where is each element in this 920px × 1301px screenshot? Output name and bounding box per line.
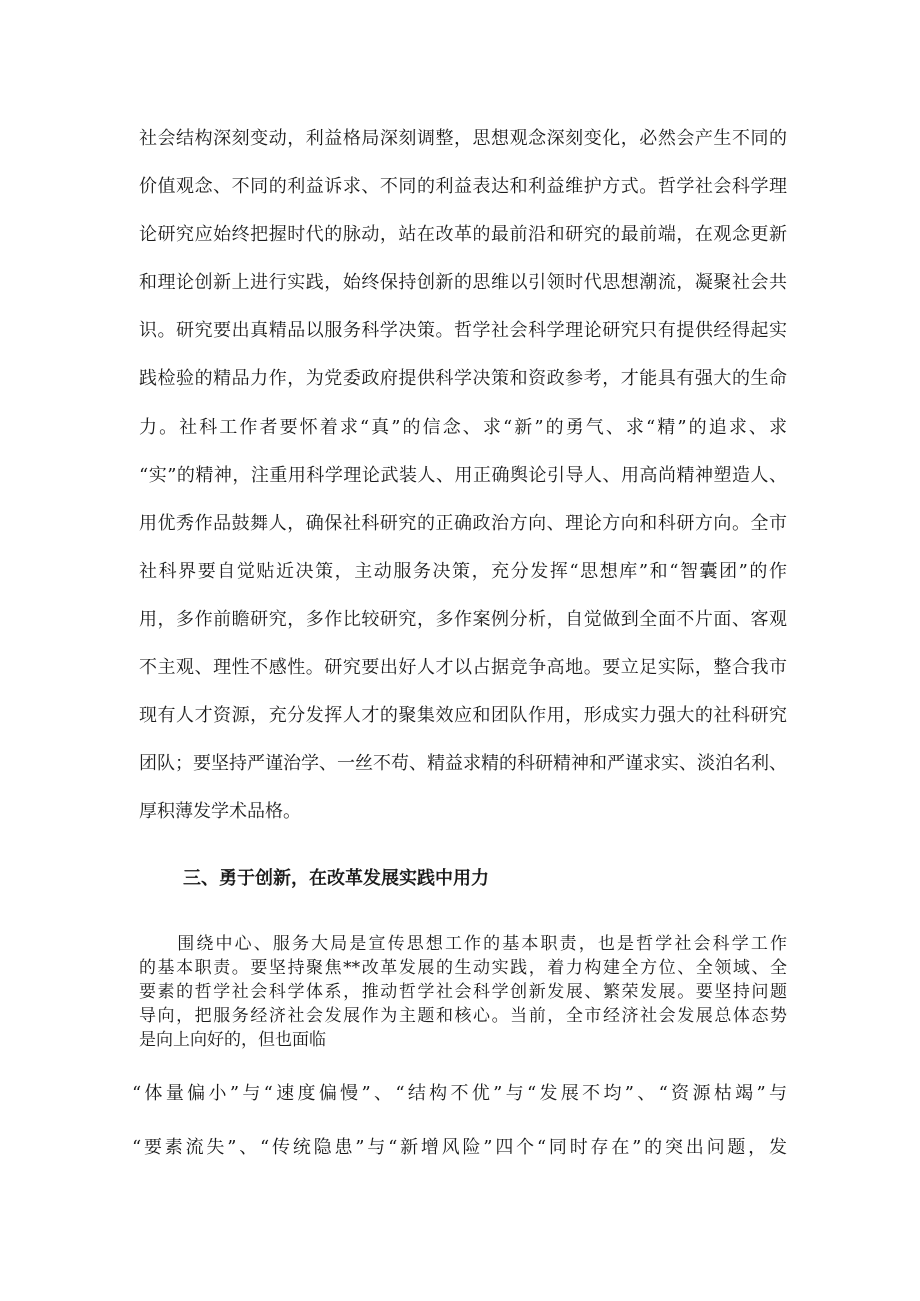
text-line: 践检验的精品力作，为党委政府提供科学决策和资政参考，才能具有强大的生命 <box>139 368 787 390</box>
text-line: “要素流失”、“传统隐患”与“新增风险”四个“同时存在”的突出问题，发 <box>132 1137 787 1158</box>
text-line: 力。社科工作者要怀着求“真”的信念、求“新”的勇气、求“精”的追求、求 <box>139 416 787 438</box>
text-line: 围绕中心、服务大局是宣传思想工作的基本职责，也是哲学社会科学工作 <box>139 934 787 954</box>
text-line: “体量偏小”与“速度偏慢”、“结构不优”与“发展不均”、“资源枯竭”与 <box>132 1083 787 1104</box>
text-line: 社会结构深刻变动，利益格局深刻调整，思想观念深刻变化，必然会产生不同的 <box>139 128 787 149</box>
body-paragraph-3 <box>132 1067 787 1175</box>
text-line: 不主观、理性不感性。研究要出好人才以占据竞争高地。要立足实际，整合我市 <box>139 657 787 679</box>
section-heading: 三、勇于创新，在改革发展实践中用力 <box>183 868 489 889</box>
text-line: 社科界要自觉贴近决策，主动服务决策，充分发挥“思想库”和“智囊团”的作 <box>139 560 787 582</box>
text-line: 现有人才资源，充分发挥人才的聚集效应和团队作用，形成实力强大的社科研究 <box>139 705 787 727</box>
text-line: 论研究应始终把握时代的脉动，站在改革的最前沿和研究的最前端，在观念更新 <box>139 224 787 246</box>
text-line: 和理论创新上进行实践，始终保持创新的思维以引领时代思想潮流，凝聚社会共 <box>139 272 787 294</box>
text-line: 导向，把服务经济社会发展作为主题和核心。当前，全市经济社会发展总体态势 <box>139 1006 787 1026</box>
text-line: 厚积薄发学术品格。 <box>139 801 301 823</box>
text-line: 是向上向好的，但也面临 <box>139 1030 326 1050</box>
body-paragraph-1 <box>139 115 787 836</box>
text-line: 识。研究要出真精品以服务科学决策。哲学社会科学理论研究只有提供经得起实 <box>139 320 787 342</box>
text-line: 用优秀作品鼓舞人，确保社科研究的正确政治方向、理论方向和科研方向。全市 <box>139 512 787 534</box>
text-line: 团队；要坚持严谨治学、一丝不苟、精益求精的科研精神和严谨求实、淡泊名利、 <box>139 753 787 775</box>
text-line: 价值观念、不同的利益诉求、不同的利益表达和利益维护方式。哲学社会科学理 <box>139 176 787 198</box>
text-line: “实”的精神，注重用科学理论武装人、用正确舆论引导人、用高尚精神塑造人、 <box>139 464 787 486</box>
body-paragraph-2 <box>139 932 787 1052</box>
text-line: 用，多作前瞻研究，多作比较研究，多作案例分析，自觉做到全面不片面、客观 <box>139 608 787 630</box>
text-line: 的基本职责。要坚持聚焦**改革发展的生动实践，着力构建全方位、全领域、全 <box>139 958 787 978</box>
text-line: 要素的哲学社会科学体系，推动哲学社会科学创新发展、繁荣发展。要坚持问题 <box>139 982 787 1002</box>
